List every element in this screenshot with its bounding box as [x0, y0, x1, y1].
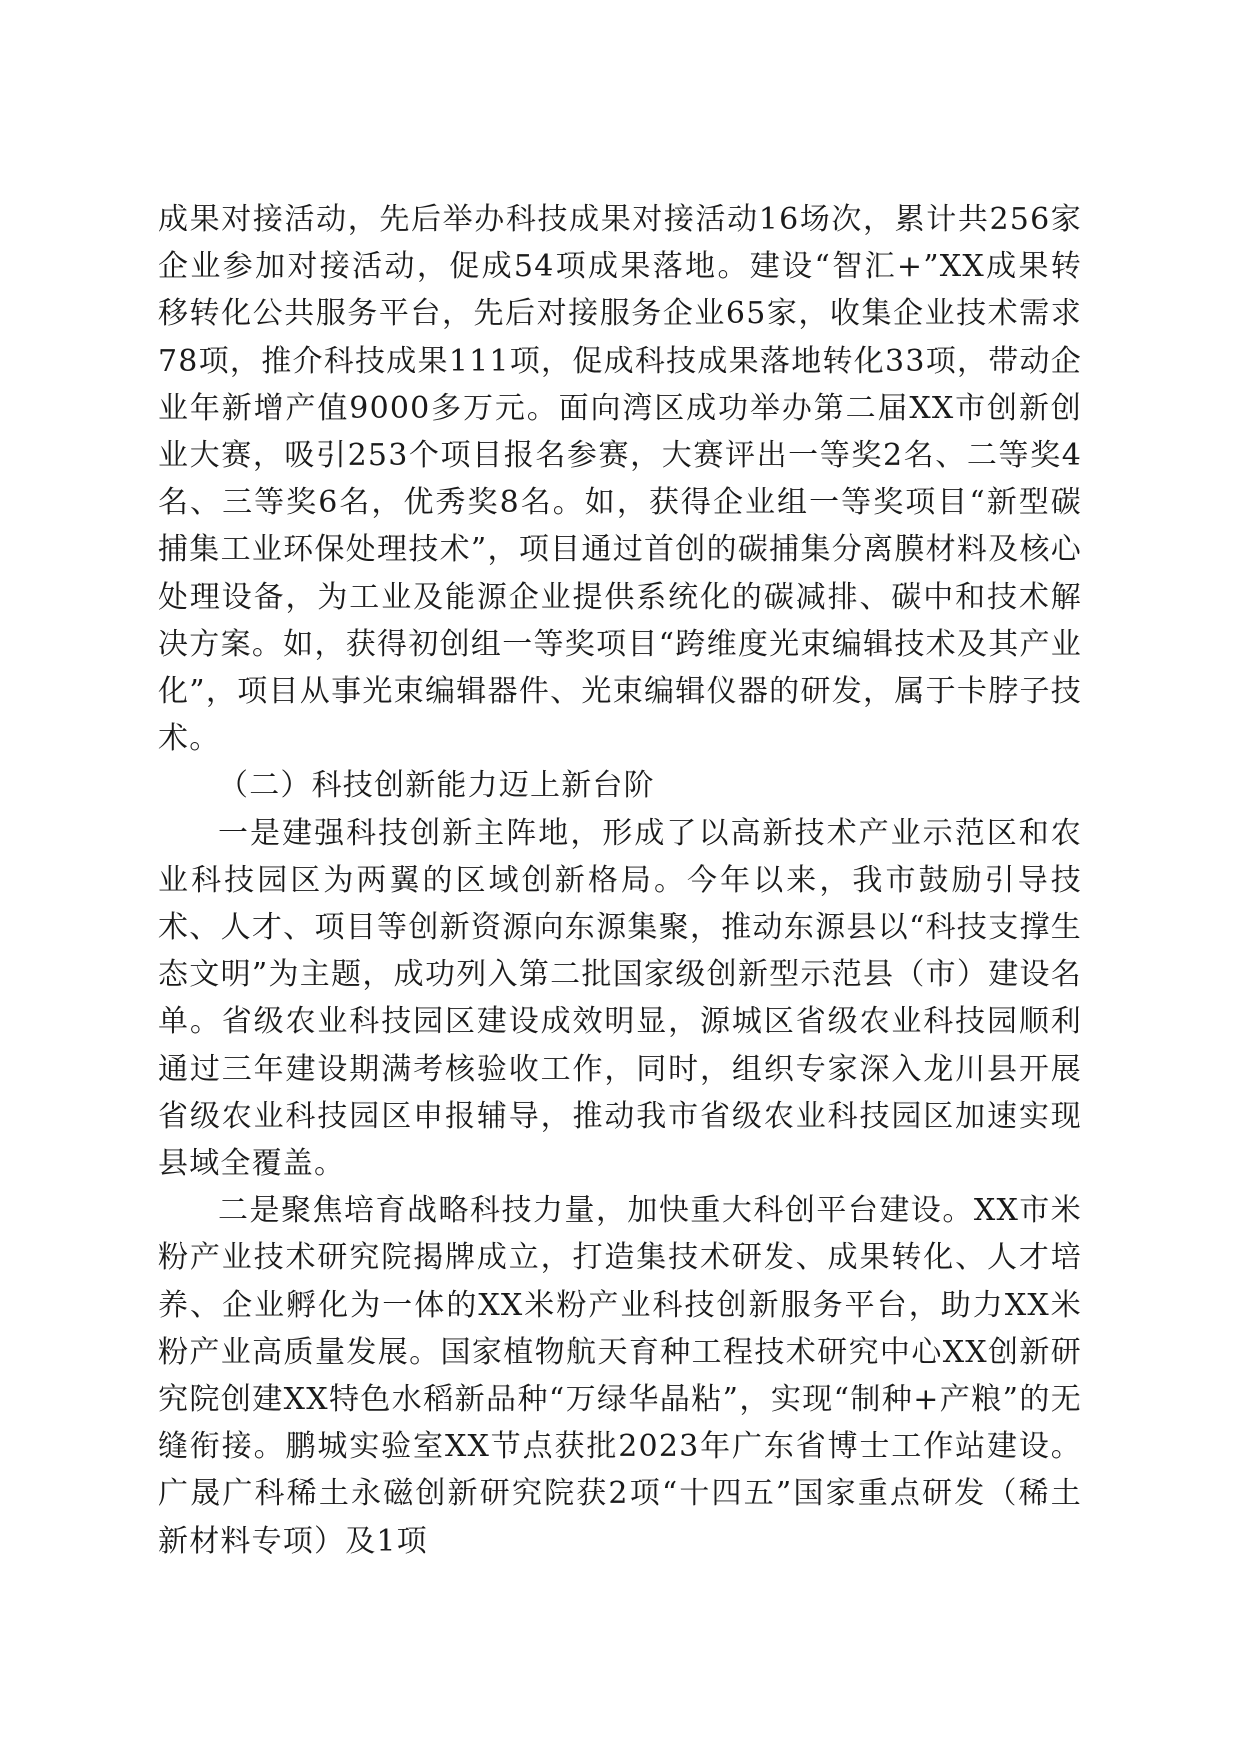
paragraph-innovation-base: 一是建强科技创新主阵地，形成了以高新技术产业示范区和农业科技园区为两翼的区域创新格局。今年以来，我市鼓励引导技术、人才、项目等创新资源向东源集聚，推动东源县以“科技支撑生态文明”为主题，成功列入第二批国家级创新型示范县（市）建设名单。省级农业科技园区建设成效明显，源城区省级农业科技园顺利通过三年建设期满考核验收工作，同时，组织专家深入龙川县开展省级农业科技园区申报辅导，推动我市省级农业科技园区加速实现县域全覆盖。 — [158, 815, 1082, 1182]
paragraph-strategic-platforms: 二是聚焦培育战略科技力量，加快重大科创平台建设。XX市米粉产业技术研究院揭牌成立，打造集技术研发、成果转化、人才培养、企业孵化为一体的XX米粉产业科技创新服务平台，助力XX米粉产业高质量发展。国家植物航天育种工程技术研究中心XX创新研究院创建XX特色水稻新品种“万绿华晶粘”，实现“制种+产粮”的无缝衔接。鹏城实验室XX节点获批2023年广东省博士工作站建设。广晟广科稀土永磁创新研究院获2项“十四五”国家重点研发（稀土新材料专项）及1项 — [158, 1193, 1082, 1559]
section-heading-innovation-capacity: （二）科技创新能力迈上新台阶 — [218, 768, 655, 804]
document-body — [158, 196, 1082, 1565]
paragraph-achievement-docking: 成果对接活动，先后举办科技成果对接活动16场次，累计共256家企业参加对接活动，促成54项成果落地。建设“智汇+”XX成果转移转化公共服务平台，先后对接服务企业65家，收集企业技术需求78项，推介科技成果111项，促成科技成果落地转化33项，带动企业年新增产值9000多万元。面向湾区成功举办第二届XX市创新创业大赛，吸引253个项目报名参赛，大赛评出一等奖2名、二等奖4名、三等奖6名，优秀奖8名。如，获得企业组一等奖项目“新型碳捕集工业环保处理技术”，项目通过首创的碳捕集分离膜材料及核心处理设备，为工业及能源企业提供系统化的碳减排、碳中和技术解决方案。如，获得初创组一等奖项目“跨维度光束编辑技术及其产业化”，项目从事光束编辑器件、光束编辑仪器的研发，属于卡脖子技术。 — [158, 202, 1082, 757]
